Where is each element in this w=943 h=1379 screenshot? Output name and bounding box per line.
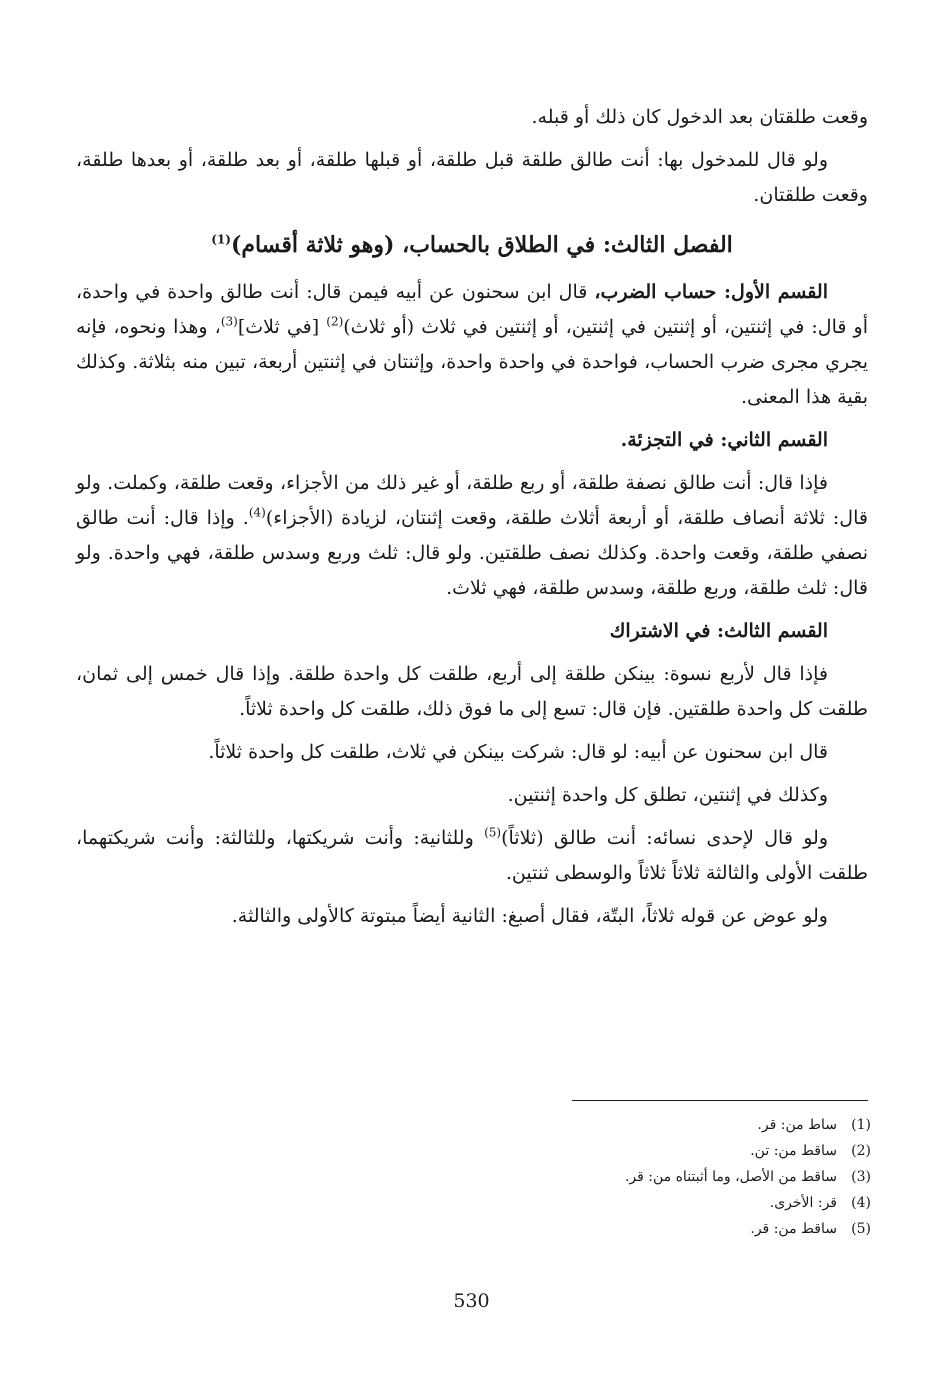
section-3-paragraph-2: قال ابن سحنون عن أبيه: لو قال: شركت بينكن في ثلاث، طلقت كل واحدة ثلاثاً. xyxy=(208,741,828,763)
footnote-item xyxy=(451,1112,871,1138)
footnote-ref-4: (4) xyxy=(248,505,266,520)
footnote-item xyxy=(451,1164,871,1190)
section-3-paragraph-4 xyxy=(76,821,868,891)
footnote-ref-1: (1) xyxy=(211,232,231,247)
footnotes xyxy=(451,1112,871,1242)
section-3-paragraph-1: فإذا قال لأربع نسوة: بينكن طلقة إلى أربع، طلقت كل واحدة طلقة. وإذا قال خمس إلى ثمان، طلقت كل واحدة طلقتين. فإن قال: تسع إلى ما فوق ذلك، طلقت كل واحدة ثلاثاً. xyxy=(76,663,868,720)
section-3-paragraph-4-b: وللثانية: وأنت شريكتها، وللثالثة: وأنت شريكتهما، طلقت الأولى والثالثة ثلاثاً ثلاثاً والوسطى ثنتين. xyxy=(76,827,868,884)
footnote-ref-3: (3) xyxy=(220,314,238,329)
section-2-text-a: فإذا قال: أنت طالق نصفة طلقة، أو ربع طلقة، أو غير ذلك من الأجزاء، وقعت طلقة، وكملت. ولو قال: ثلاثة أنصاف طلقة، أو أربعة أثلاث طلقة، وقعت إثنتان، لزيادة (الأجزاء) xyxy=(76,472,868,529)
section-2-heading: القسم الثاني: في التجزئة. xyxy=(620,429,828,451)
chapter-title xyxy=(76,225,868,265)
page-number: 530 xyxy=(453,1290,490,1312)
footnote-number: (2) xyxy=(851,1143,871,1159)
footnote-item xyxy=(451,1190,871,1216)
intro-line: وقعت طلقتان بعد الدخول كان ذلك أو قبله. xyxy=(531,106,868,128)
section-2-heading-line xyxy=(76,423,868,458)
footnote-text: ساقط من: قر. xyxy=(750,1221,837,1237)
section-3-heading-line xyxy=(76,614,868,649)
section-1-heading: القسم الأول: حساب الضرب، xyxy=(594,281,828,303)
footnote-number: (5) xyxy=(851,1221,871,1237)
footnote-ref-5: (5) xyxy=(484,825,502,840)
page-body xyxy=(76,100,868,942)
footnote-text: ساقط من الأصل، وما أثبتناه من: قر. xyxy=(624,1169,837,1185)
footnote-text: ساقط من: تن. xyxy=(750,1143,837,1159)
section-1-text-b: [في ثلاث] xyxy=(237,316,327,338)
section-1-paragraph xyxy=(76,275,868,415)
section-3-heading: القسم الثالث: في الاشتراك xyxy=(609,620,828,642)
footnote-number: (3) xyxy=(851,1169,871,1185)
chapter-title-text: الفصل الثالث: في الطلاق بالحساب، (وهو ثلاثة أقسام) xyxy=(230,232,733,258)
footnote-ref-2: (2) xyxy=(326,314,344,329)
footnote-item xyxy=(451,1216,871,1242)
footnote-number: (1) xyxy=(851,1117,871,1133)
footnote-text: قر: الأخرى. xyxy=(769,1195,837,1211)
footnote-number: (4) xyxy=(851,1195,871,1211)
section-2-paragraph xyxy=(76,466,868,606)
intro-paragraph: ولو قال للمدخول بها: أنت طالق طلقة قبل طلقة، أو قبلها طلقة، أو بعد طلقة، أو بعدها طلقة، وقعت طلقتان. xyxy=(76,149,868,206)
section-3-paragraph-3: وكذلك في إثنتين، تطلق كل واحدة إثنتين. xyxy=(507,784,828,806)
section-2-text-b: . وإذا قال: أنت طالق نصفي طلقة، وقعت واحدة. وكذلك نصف طلقتين. ولو قال: ثلث وربع وسدس طلقة، فهي واحدة. ولو قال: ثلث طلقة، وربع طلقة، وسدس طلقة، فهي ثلاث. xyxy=(76,507,868,599)
section-1-text-a: قال ابن سحنون عن أبيه فيمن قال: أنت طالق واحدة في واحدة، أو قال: في إثنتين، أو إثنتين في إثنتين، أو إثنتين في ثلاث (أو ثلاث) xyxy=(76,281,868,338)
footnote-text: ساط من: قر. xyxy=(757,1117,837,1133)
footnote-divider xyxy=(572,1100,868,1101)
section-1-text-c: ، وهذا ونحوه، فإنه يجري مجرى ضرب الحساب، فواحدة في واحدة واحدة، وإثنتان في إثنتين أربعة، تبين منه بثلاثة. وكذلك بقية هذا المعنى. xyxy=(76,316,868,408)
section-3-paragraph-5: ولو عوض عن قوله ثلاثاً، البتّة، فقال أصبغ: الثانية أيضاً مبتوتة كالأولى والثالثة. xyxy=(231,905,828,927)
section-3-paragraph-4-a: ولو قال لإحدى نسائه: أنت طالق (ثلاثاً) xyxy=(501,827,828,849)
footnote-item xyxy=(451,1138,871,1164)
